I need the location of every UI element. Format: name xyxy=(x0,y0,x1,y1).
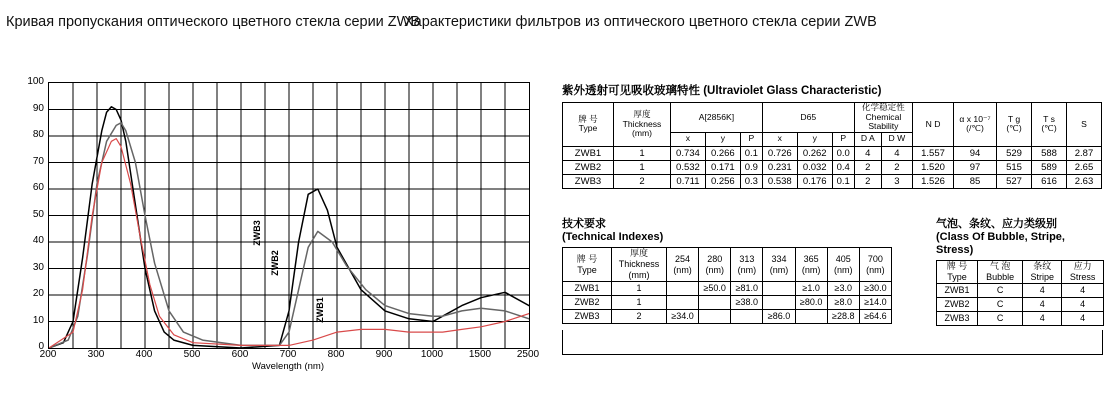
table-cell: 1 xyxy=(614,146,671,160)
table-row xyxy=(563,160,1102,174)
table-cell: 0.9 xyxy=(740,160,762,174)
y-tick-label: 0 xyxy=(38,341,44,352)
table-cell: 0.1 xyxy=(740,146,762,160)
footer-box xyxy=(562,330,1103,355)
table2-header: 700 (nm) xyxy=(859,248,891,282)
th-d65: D65 xyxy=(762,103,854,133)
x-tick-label: 2500 xyxy=(516,349,540,360)
table-cell xyxy=(699,310,731,324)
table-cell: 4 xyxy=(1062,312,1104,326)
th-chemical-stability: 化学稳定性 Chemical Stability xyxy=(854,103,912,133)
table-cell: ZWB1 xyxy=(563,282,612,296)
table2-header: 280 (nm) xyxy=(699,248,731,282)
table1-subheader: P xyxy=(740,132,762,146)
th-type: 牌 号 Type xyxy=(563,103,614,147)
transmittance-chart xyxy=(8,70,538,370)
table-cell: ≥14.0 xyxy=(859,296,891,310)
table-cell: 0.262 xyxy=(797,146,832,160)
table-cell: ZWB1 xyxy=(937,284,978,298)
table1-caption: 紫外透射可见吸收玻璃特性 (Ultraviolet Glass Characteristic) xyxy=(562,85,882,97)
table-cell: 2.63 xyxy=(1067,174,1102,188)
table-cell: 0.176 xyxy=(797,174,832,188)
table1-subheader: x xyxy=(671,132,706,146)
table2-header: 313 (nm) xyxy=(731,248,763,282)
x-tick-label: 600 xyxy=(231,349,249,360)
th-alpha: α x 10⁻⁷ (/℃) xyxy=(954,103,997,147)
curve-label-zwb3: ZWB3 xyxy=(251,220,262,246)
uv-glass-characteristic-section xyxy=(562,84,1102,189)
table-cell xyxy=(763,296,795,310)
table-bubble-stripe-stress xyxy=(936,260,1104,326)
table-cell: 1.526 xyxy=(913,174,954,188)
th-thickness: 厚度 Thickness (mm) xyxy=(614,103,671,147)
table1-subheader: P xyxy=(832,132,854,146)
table-cell: 2 xyxy=(854,160,881,174)
table-cell: ZWB3 xyxy=(563,174,614,188)
x-tick-label: 1500 xyxy=(468,349,492,360)
table-cell: ≥28.8 xyxy=(827,310,859,324)
table-cell: 4 xyxy=(1062,298,1104,312)
chart-y-ticks xyxy=(8,76,44,352)
table-cell: 94 xyxy=(954,146,997,160)
table-cell: 1 xyxy=(614,160,671,174)
table-cell: 515 xyxy=(997,160,1032,174)
table-cell: 0.734 xyxy=(671,146,706,160)
table-cell: ≥50.0 xyxy=(699,282,731,296)
table-row xyxy=(937,312,1104,326)
table-cell: 588 xyxy=(1032,146,1067,160)
table-cell: ≥1.0 xyxy=(795,282,827,296)
table-cell: 616 xyxy=(1032,174,1067,188)
bubble-stripe-stress-block xyxy=(936,218,1104,326)
x-tick-label: 400 xyxy=(135,349,153,360)
x-tick-label: 800 xyxy=(327,349,345,360)
table3-caption-line1: 气泡、条纹、应力类级别 xyxy=(936,218,1057,230)
table-cell: 0.726 xyxy=(762,146,797,160)
table-cell: 1 xyxy=(612,282,667,296)
table2-caption xyxy=(562,218,892,244)
table-uv-glass-characteristic xyxy=(562,102,1102,189)
table-row xyxy=(563,174,1102,188)
table-row xyxy=(563,310,892,324)
curve-label-zwb2: ZWB2 xyxy=(269,250,280,276)
y-tick-label: 100 xyxy=(27,76,44,87)
technical-indexes-block xyxy=(562,218,892,324)
table-cell: 1.520 xyxy=(913,160,954,174)
table2-header: 365 (nm) xyxy=(795,248,827,282)
table-header-row xyxy=(563,103,1102,133)
y-tick-label: 20 xyxy=(32,288,44,299)
x-tick-label: 200 xyxy=(39,349,57,360)
table-cell: 0.711 xyxy=(671,174,706,188)
table1-subheader: D W xyxy=(881,132,912,146)
table3-caption-line2: (Class Of Bubble, Stripe, Stress) xyxy=(936,231,1065,256)
th-nd: N D xyxy=(913,103,954,147)
y-tick-label: 30 xyxy=(32,261,44,273)
table2-caption-line1: 技术要求 xyxy=(562,218,606,230)
table-row xyxy=(563,146,1102,160)
table3-header: 气 泡 Bubble xyxy=(978,261,1023,284)
table-row xyxy=(937,284,1104,298)
table-cell: ≥81.0 xyxy=(731,282,763,296)
y-tick-label: 40 xyxy=(32,235,44,246)
table-cell xyxy=(763,282,795,296)
chart-plot-area xyxy=(48,82,530,349)
table-cell: ZWB1 xyxy=(563,146,614,160)
table-cell: ≥64.6 xyxy=(859,310,891,324)
table2-header: 254 (nm) xyxy=(667,248,699,282)
table-cell xyxy=(795,310,827,324)
table-cell: ≥86.0 xyxy=(763,310,795,324)
table-cell: ZWB2 xyxy=(937,298,978,312)
table2-header: 405 (nm) xyxy=(827,248,859,282)
table-cell: 2.65 xyxy=(1067,160,1102,174)
table3-caption xyxy=(936,218,1104,257)
table3-header: 应力 Stress xyxy=(1062,261,1104,284)
chart-svg xyxy=(49,83,529,348)
y-tick-label: 10 xyxy=(32,314,44,326)
table-cell: ZWB3 xyxy=(563,310,612,324)
table-cell: 4 xyxy=(1023,298,1062,312)
y-tick-label: 80 xyxy=(32,129,44,140)
table-row xyxy=(563,282,892,296)
table-cell: ≥34.0 xyxy=(667,310,699,324)
x-tick-label: 500 xyxy=(183,349,201,360)
x-tick-label: 1000 xyxy=(420,349,444,360)
table1-subheader: y xyxy=(797,132,832,146)
chart-x-axis-label: Wavelength (nm) xyxy=(252,361,324,372)
table2-caption-line2: (Technical Indexes) xyxy=(562,231,664,243)
table-cell: ZWB2 xyxy=(563,160,614,174)
y-tick-label: 60 xyxy=(32,182,44,193)
table1-subheader: y xyxy=(705,132,740,146)
table3-header: 牌 号 Type xyxy=(937,261,978,284)
table-technical-indexes xyxy=(562,247,892,324)
table-cell: 0.4 xyxy=(832,160,854,174)
y-tick-label: 90 xyxy=(32,102,44,114)
table-cell: 1 xyxy=(612,296,667,310)
table-cell: 0.032 xyxy=(797,160,832,174)
table-cell: 85 xyxy=(954,174,997,188)
x-tick-label: 900 xyxy=(375,349,393,360)
table-cell xyxy=(699,296,731,310)
table-cell: 0.171 xyxy=(705,160,740,174)
table2-header: 厚度 Thickness (mm) xyxy=(612,248,667,282)
table-cell: 0.266 xyxy=(705,146,740,160)
table-cell: 4 xyxy=(881,146,912,160)
table-cell: ZWB3 xyxy=(937,312,978,326)
table-cell: 2 xyxy=(612,310,667,324)
table-cell: ZWB2 xyxy=(563,296,612,310)
table-cell: ≥38.0 xyxy=(731,296,763,310)
table-cell: ≥80.0 xyxy=(795,296,827,310)
table-cell: C xyxy=(978,284,1023,298)
table-cell: 0.231 xyxy=(762,160,797,174)
table-cell: 4 xyxy=(1062,284,1104,298)
table1-subheader: D A xyxy=(854,132,881,146)
table2-header: 牌 号 Type xyxy=(563,248,612,282)
table-cell: 3 xyxy=(881,174,912,188)
th-a2856: A[2856K] xyxy=(671,103,763,133)
chart-title: Кривая пропускания оптического цветного стекла серии ZWB xyxy=(6,14,421,30)
x-tick-label: 300 xyxy=(87,349,105,360)
th-ts: T s (℃) xyxy=(1032,103,1067,147)
x-tick-label: 700 xyxy=(279,349,297,360)
table1-subheader: x xyxy=(762,132,797,146)
table-cell xyxy=(667,296,699,310)
table-cell: 0.538 xyxy=(762,174,797,188)
th-tg: T g (℃) xyxy=(997,103,1032,147)
table-cell: 589 xyxy=(1032,160,1067,174)
table-cell: 0.1 xyxy=(832,174,854,188)
curve-label-zwb1: ZWB1 xyxy=(314,297,325,323)
table-cell: 0.256 xyxy=(705,174,740,188)
table-row xyxy=(937,298,1104,312)
table-cell: 4 xyxy=(854,146,881,160)
table3-header: 条纹 Stripe xyxy=(1023,261,1062,284)
table-cell: ≥30.0 xyxy=(859,282,891,296)
table-cell: 529 xyxy=(997,146,1032,160)
table-cell: 0.0 xyxy=(832,146,854,160)
table-cell xyxy=(731,310,763,324)
table-cell: 2 xyxy=(854,174,881,188)
tables-title: Характеристики фильтров из оптического цветного стекла серии ZWB xyxy=(404,14,877,30)
table-cell: 0.3 xyxy=(740,174,762,188)
table-cell: 4 xyxy=(1023,312,1062,326)
table-cell: ≥8.0 xyxy=(827,296,859,310)
table-row xyxy=(563,296,892,310)
table-cell: 4 xyxy=(1023,284,1062,298)
table2-header: 334 (nm) xyxy=(763,248,795,282)
table-cell xyxy=(667,282,699,296)
table-header-row xyxy=(563,248,892,282)
table-cell: 0.532 xyxy=(671,160,706,174)
table-header-row xyxy=(937,261,1104,284)
table-cell: 2.87 xyxy=(1067,146,1102,160)
table-cell: 1.557 xyxy=(913,146,954,160)
table-cell: ≥3.0 xyxy=(827,282,859,296)
table-cell: 2 xyxy=(614,174,671,188)
table-cell: C xyxy=(978,312,1023,326)
y-tick-label: 50 xyxy=(32,208,44,220)
table-cell: 97 xyxy=(954,160,997,174)
th-s: S xyxy=(1067,103,1102,147)
table-cell: 2 xyxy=(881,160,912,174)
table-cell: 527 xyxy=(997,174,1032,188)
table-cell: C xyxy=(978,298,1023,312)
y-tick-label: 70 xyxy=(32,155,44,167)
